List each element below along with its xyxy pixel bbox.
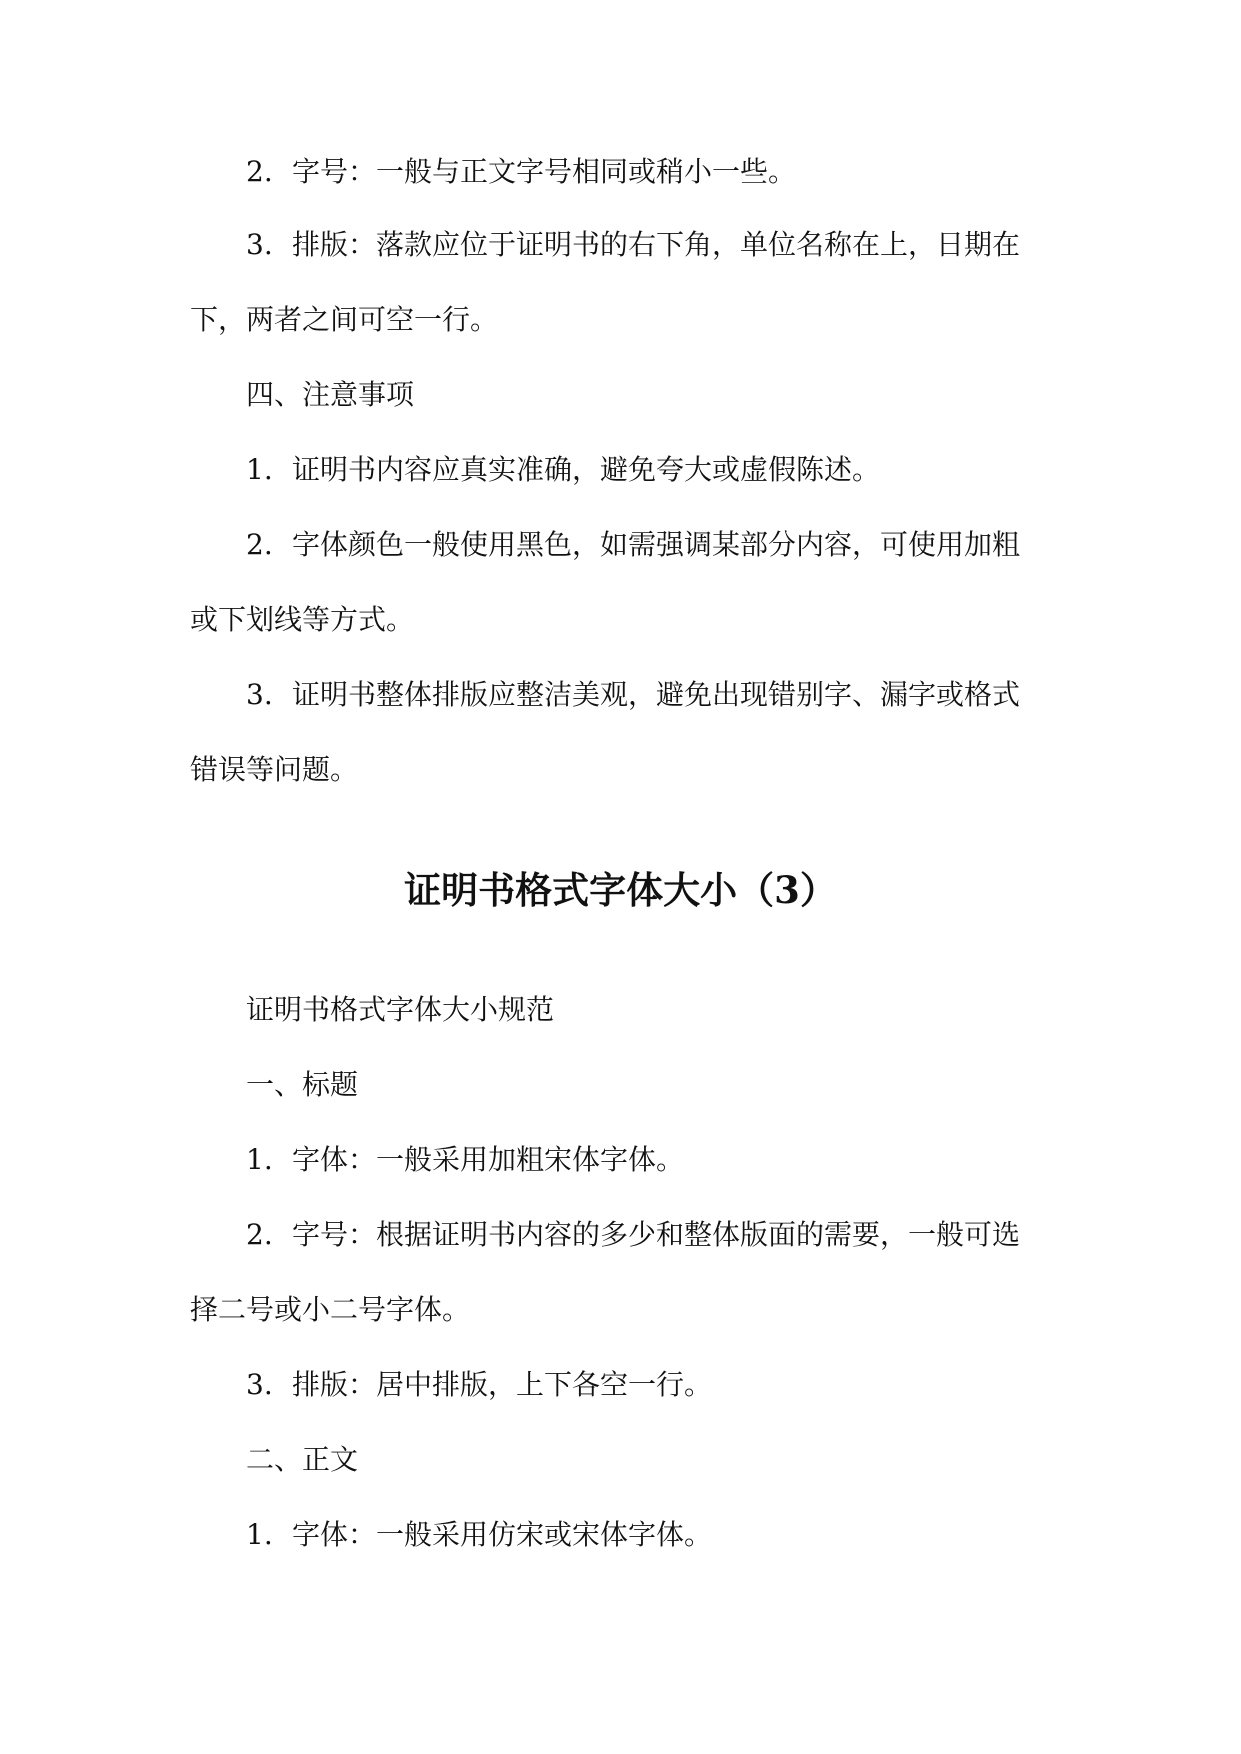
list-item-body-font [246,1515,712,1555]
list-text: 排版：落款应位于证明书的右下角，单位名称在上，日期在 [292,228,1021,261]
list-number: 2. [246,155,273,188]
list-item-note-3-continued: 错误等问题。 [190,753,359,786]
list-item-font-size [246,152,796,192]
list-text: 字号：一般与正文字号相同或稍小一些。 [292,155,797,188]
list-number: 3. [246,678,273,711]
list-number: 3. [246,1368,273,1401]
list-item-layout-continued: 下，两者之间可空一行。 [190,303,499,336]
section-title: 证明书格式字体大小（3） [404,868,837,912]
list-text: 证明书内容应真实准确，避免夸大或虚假陈述。 [292,453,881,486]
list-text: 字号：根据证明书内容的多少和整体版面的需要，一般可选 [292,1218,1021,1251]
list-item-title-size [246,1215,1020,1255]
list-number: 2. [246,1218,273,1251]
list-number: 3. [246,228,273,261]
list-item-note-3 [246,675,1020,715]
list-text: 证明书整体排版应整洁美观，避免出现错别字、漏字或格式 [292,678,1021,711]
list-item-title-size-continued: 择二号或小二号字体。 [190,1293,471,1326]
list-item-title-font [246,1140,684,1180]
list-item-note-2 [246,525,1020,565]
list-item-title-layout [246,1365,712,1405]
list-item-note-2-continued: 或下划线等方式。 [190,603,415,636]
section-subtitle: 证明书格式字体大小规范 [246,993,555,1026]
section-heading-body: 二、正文 [246,1443,359,1476]
list-item-note-1 [246,450,880,490]
list-number: 2. [246,528,273,561]
list-number: 1. [246,1518,273,1551]
list-text: 字体：一般采用仿宋或宋体字体。 [292,1518,713,1551]
list-text: 字体：一般采用加粗宋体字体。 [292,1143,685,1176]
list-text: 字体颜色一般使用黑色，如需强调某部分内容，可使用加粗 [292,528,1021,561]
section-heading-notes: 四、注意事项 [246,378,415,411]
section-heading-title: 一、标题 [246,1068,359,1101]
list-number: 1. [246,453,273,486]
list-text: 排版：居中排版，上下各空一行。 [292,1368,713,1401]
list-item-layout [246,225,1020,265]
list-number: 1. [246,1143,273,1176]
